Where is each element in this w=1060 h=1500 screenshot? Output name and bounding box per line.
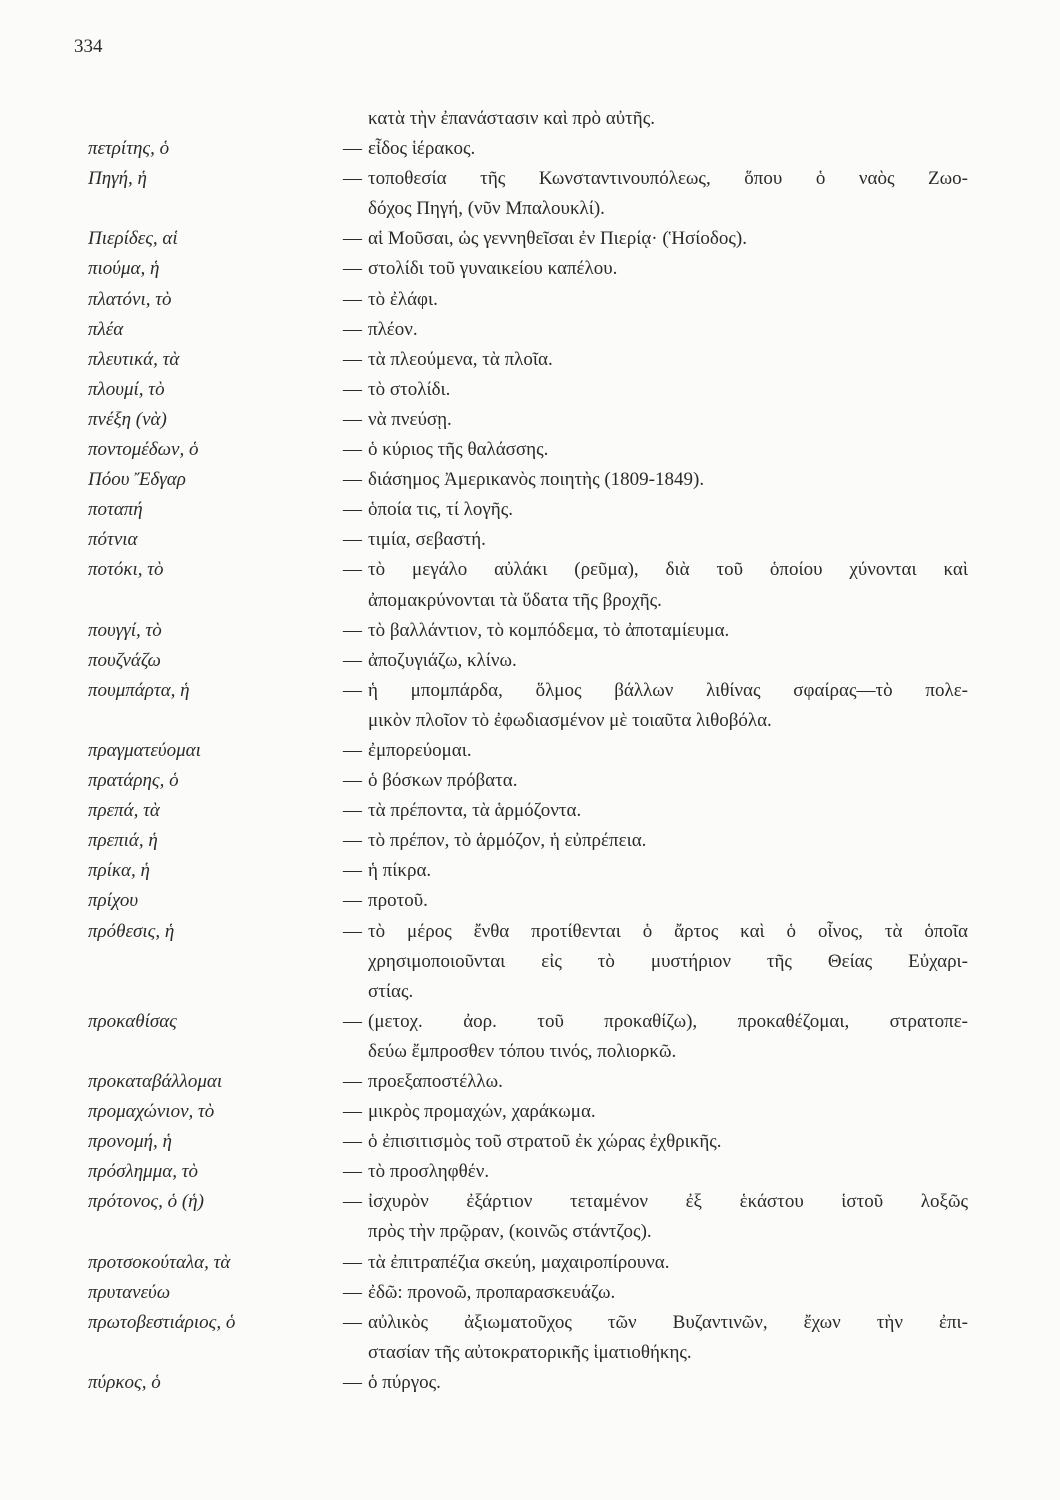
entry-definition	[343, 1278, 968, 1308]
definition-line	[343, 164, 968, 194]
em-dash: —	[343, 1101, 362, 1123]
definition-line	[343, 736, 968, 766]
glossary-entry	[88, 676, 968, 736]
glossary-entries	[88, 134, 968, 1398]
glossary-continuation	[88, 104, 968, 134]
entry-term: πρόσλημμα, τὸ	[88, 1161, 199, 1183]
entry-definition	[343, 676, 968, 736]
em-dash: —	[343, 1281, 362, 1303]
glossary-entry	[88, 646, 968, 676]
definition-line	[343, 134, 968, 164]
definition-line	[343, 796, 968, 826]
definition-line	[343, 254, 968, 284]
definition-line	[343, 435, 968, 465]
glossary-entry	[88, 917, 968, 1007]
definition-line	[343, 1368, 968, 1398]
definition-text: τὸ πρέπον, τὸ ἁρμόζον, ἡ εὐπρέπεια.	[368, 830, 647, 852]
definition-text: ὁ βόσκων πρόβατα.	[368, 770, 518, 792]
entry-definition	[343, 826, 968, 856]
glossary-entry	[88, 525, 968, 555]
glossary-entry	[88, 164, 968, 224]
entry-definition	[343, 254, 968, 284]
entry-term: πρεπιά, ἡ	[88, 830, 158, 852]
definition-text: μικρὸς προμαχών, χαράκωμα.	[368, 1101, 596, 1123]
em-dash: —	[343, 469, 362, 491]
definition-text: ἰσχυρὸν ἐξάρτιον τεταμένον ἐξ ἑκάστου ἱστοῦ λοξῶς	[368, 1191, 968, 1213]
definition-text: νὰ πνεύσῃ.	[368, 408, 452, 430]
definition-line: δόχος Πηγή, (νῦν Μπαλουκλί).	[368, 198, 605, 220]
em-dash: —	[343, 1131, 362, 1153]
definition-text: αὐλικὸς ἀξιωματοῦχος τῶν Βυζαντινῶν, ἔχων τὴν ἐπι-	[368, 1311, 968, 1333]
definition-text: τοποθεσία τῆς Κωνσταντινουπόλεως, ὅπου ὁ ναὸς Ζωο-	[368, 168, 968, 190]
definition-line	[343, 525, 968, 555]
glossary-entry	[88, 435, 968, 465]
em-dash: —	[343, 1311, 362, 1333]
em-dash: —	[343, 619, 362, 641]
definition-line: πρὸς τὴν πρῷραν, (κοινῶς στάντζος).	[368, 1221, 652, 1243]
entry-definition	[343, 495, 968, 525]
entry-term: πλέα	[88, 318, 124, 340]
glossary-list	[88, 104, 968, 1398]
entry-definition	[343, 285, 968, 315]
definition-line	[343, 676, 968, 706]
em-dash: —	[343, 800, 362, 822]
definition-text: τὰ πλεούμενα, τὰ πλοῖα.	[368, 348, 553, 370]
definition-line: χρησιμοποιοῦνται εἰς τὸ μυστήριον τῆς Θείας Εὐχαρι-	[368, 950, 968, 972]
definition-line	[343, 1007, 968, 1037]
entry-term: προνομή, ἡ	[88, 1131, 172, 1153]
definition-text: ἐμπορεύομαι.	[368, 739, 472, 761]
entry-term: πρεπά, τὰ	[88, 800, 160, 822]
em-dash: —	[343, 1010, 362, 1032]
glossary-entry	[88, 1187, 968, 1247]
entry-term: πύρκος, ὁ	[88, 1371, 161, 1393]
entry-term: προτσοκούταλα, τὰ	[88, 1251, 231, 1273]
definition-line	[343, 495, 968, 525]
definition-text: τὰ ἐπιτραπέζια σκεύη, μαχαιροπίρουνα.	[368, 1251, 670, 1273]
entry-definition	[343, 1007, 968, 1067]
definition-line	[343, 1097, 968, 1127]
em-dash: —	[343, 1071, 362, 1092]
entry-definition	[343, 435, 968, 465]
glossary-entry	[88, 1278, 968, 1308]
entry-term: πλουμί, τὸ	[88, 378, 165, 400]
definition-text: τιμία, σεβαστή.	[368, 529, 486, 551]
em-dash: —	[343, 408, 362, 430]
glossary-entry	[88, 766, 968, 796]
entry-term: ποντομέδων, ὁ	[88, 439, 199, 461]
em-dash: —	[343, 649, 362, 671]
entry-definition	[343, 1248, 968, 1278]
definition-text: αἱ Μοῦσαι, ὡς γεννηθεῖσαι ἐν Πιερίᾳ· (Ἡσίοδος).	[368, 228, 747, 250]
entry-term: πρωτοβεστιάριος, ὁ	[88, 1311, 236, 1333]
definition-text: τὸ μεγάλο αὐλάκι (ρεῦμα), διὰ τοῦ ὁποίου χύνονται καὶ	[368, 559, 968, 581]
entry-term: προμαχώνιον, τὸ	[88, 1101, 215, 1123]
definition-text: τὸ προσληφθέν.	[368, 1161, 490, 1183]
definition-line	[343, 1187, 968, 1217]
definition-text: προτοῦ.	[368, 890, 428, 912]
glossary-entry	[88, 1368, 968, 1398]
definition-text: ὁ πύργος.	[368, 1371, 441, 1393]
glossary-entry	[88, 1308, 968, 1368]
glossary-entry	[88, 1248, 968, 1278]
glossary-entry	[88, 736, 968, 766]
definition-line	[343, 555, 968, 585]
entry-definition	[343, 917, 968, 1007]
entry-definition	[343, 1067, 968, 1097]
em-dash: —	[343, 920, 362, 942]
glossary-entry	[88, 1007, 968, 1067]
entry-term: πουγγί, τὸ	[88, 619, 162, 641]
glossary-entry	[88, 1127, 968, 1157]
entry-term: πρίκα, ἡ	[88, 860, 150, 882]
entry-term: Πιερίδες, αἱ	[88, 228, 178, 250]
entry-definition	[343, 646, 968, 676]
glossary-entry	[88, 796, 968, 826]
entry-term: πρόθεσις, ἡ	[88, 920, 175, 942]
definition-line: στασίαν τῆς αὐτοκρατορικῆς ἱματιοθήκης.	[368, 1341, 692, 1363]
entry-definition	[343, 1097, 968, 1127]
definition-line	[343, 1157, 968, 1187]
definition-line: ἀπομακρύνονται τὰ ὕδατα τῆς βροχῆς.	[368, 589, 662, 611]
glossary-entry	[88, 555, 968, 615]
entry-term: πρατάρης, ὁ	[88, 770, 179, 792]
glossary-entry	[88, 856, 968, 886]
glossary-entry	[88, 826, 968, 856]
em-dash: —	[343, 258, 362, 280]
definition-line	[343, 646, 968, 676]
entry-term: πρυτανεύω	[88, 1281, 171, 1303]
definition-line	[343, 465, 968, 495]
definition-text: διάσημος Ἀμερικανὸς ποιητὴς (1809-1849).	[368, 469, 705, 491]
page-number: 334	[74, 36, 103, 57]
em-dash: —	[343, 288, 362, 310]
em-dash: —	[343, 1251, 362, 1273]
em-dash: —	[343, 168, 362, 190]
continuation-text: κατὰ τὴν ἐπανάστασιν καὶ πρὸ αὐτῆς.	[368, 108, 655, 129]
entry-definition	[343, 525, 968, 555]
definition-line	[343, 1067, 968, 1097]
em-dash: —	[343, 1371, 362, 1393]
definition-text: προεξαποστέλλω.	[368, 1071, 503, 1092]
entry-term: πλευτικά, τὰ	[88, 348, 180, 370]
glossary-entry	[88, 1097, 968, 1127]
definition-text: πλέον.	[368, 318, 418, 340]
em-dash: —	[343, 529, 362, 551]
definition-line	[343, 405, 968, 435]
definition-line	[343, 1278, 968, 1308]
glossary-entry	[88, 254, 968, 284]
em-dash: —	[343, 378, 362, 400]
entry-definition	[343, 465, 968, 495]
em-dash: —	[343, 1161, 362, 1183]
glossary-entry	[88, 345, 968, 375]
definition-line	[343, 1248, 968, 1278]
definition-text: τὰ πρέποντα, τὰ ἁρμόζοντα.	[368, 800, 582, 822]
entry-term: πραγματεύομαι	[88, 739, 201, 761]
entry-term: πουζνάζω	[88, 649, 161, 671]
definition-line: στίας.	[368, 980, 414, 1002]
glossary-entry	[88, 405, 968, 435]
entry-definition	[343, 856, 968, 886]
em-dash: —	[343, 830, 362, 852]
definition-text: ὁποία τις, τί λογῆς.	[368, 499, 513, 521]
glossary-entry	[88, 315, 968, 345]
definition-line	[343, 826, 968, 856]
entry-definition	[343, 1308, 968, 1368]
definition-text: ἐδῶ: προνοῶ, προπαρασκευάζω.	[368, 1281, 616, 1303]
definition-line	[343, 315, 968, 345]
definition-text: ἀποζυγιάζω, κλίνω.	[368, 649, 517, 671]
definition-text: τὸ ἐλάφι.	[368, 288, 438, 310]
definition-line	[343, 917, 968, 947]
entry-term: πλατόνι, τὸ	[88, 288, 172, 310]
definition-text: εἶδος ἱέρακος.	[368, 138, 476, 160]
entry-definition	[343, 134, 968, 164]
em-dash: —	[343, 679, 362, 701]
glossary-entry	[88, 134, 968, 164]
em-dash: —	[343, 138, 362, 160]
entry-term: πότνια	[88, 529, 138, 551]
definition-line: μικὸν πλοῖον τὸ ἐφωδιασμένον μὲ τοιαῦτα λιθοβόλα.	[368, 709, 772, 731]
definition-text: ὁ κύριος τῆς θαλάσσης.	[368, 439, 549, 461]
entry-definition	[343, 164, 968, 224]
entry-definition	[343, 405, 968, 435]
glossary-entry	[88, 375, 968, 405]
entry-definition	[343, 345, 968, 375]
em-dash: —	[343, 860, 362, 882]
definition-text: τὸ βαλλάντιον, τὸ κομπόδεμα, τὸ ἀποταμίευμα.	[368, 619, 730, 641]
entry-term: ποταπή	[88, 499, 143, 521]
glossary-entry	[88, 1067, 968, 1097]
definition-line	[343, 1127, 968, 1157]
entry-definition	[343, 1368, 968, 1398]
em-dash: —	[343, 348, 362, 370]
entry-term: πιούμα, ἡ	[88, 258, 160, 280]
em-dash: —	[343, 890, 362, 912]
entry-term: πρίχου	[88, 890, 139, 912]
definition-text: τὸ μέρος ἔνθα προτίθενται ὁ ἄρτος καὶ ὁ οἶνος, τὰ ὁποῖα	[368, 920, 968, 942]
entry-definition	[343, 616, 968, 646]
em-dash: —	[343, 559, 362, 581]
entry-definition	[343, 766, 968, 796]
em-dash: —	[343, 318, 362, 340]
definition-line	[343, 375, 968, 405]
entry-term: προκαθίσας	[88, 1010, 177, 1032]
definition-line	[343, 616, 968, 646]
definition-line	[343, 345, 968, 375]
definition-line	[343, 766, 968, 796]
definition-text: τὸ στολίδι.	[368, 378, 451, 400]
entry-definition	[343, 224, 968, 254]
entry-definition	[343, 886, 968, 916]
entry-term: πετρίτης, ὁ	[88, 138, 170, 160]
definition-line	[343, 285, 968, 315]
glossary-entry	[88, 224, 968, 254]
entry-term: προκαταβάλλομαι	[88, 1071, 223, 1092]
entry-term: πουμπάρτα, ἡ	[88, 679, 190, 701]
definition-line	[343, 886, 968, 916]
glossary-entry	[88, 616, 968, 646]
entry-definition	[343, 375, 968, 405]
em-dash: —	[343, 439, 362, 461]
glossary-entry	[88, 465, 968, 495]
definition-text: ὁ ἐπισιτισμὸς τοῦ στρατοῦ ἐκ χώρας ἐχθρικῆς.	[368, 1131, 722, 1153]
definition-line: δεύω ἔμπροσθεν τόπου τινός, πολιορκῶ.	[368, 1040, 677, 1062]
em-dash: —	[343, 499, 362, 521]
entry-definition	[343, 1187, 968, 1247]
em-dash: —	[343, 228, 362, 250]
entry-definition	[343, 796, 968, 826]
definition-line	[343, 224, 968, 254]
entry-definition	[343, 555, 968, 615]
definition-line	[343, 1308, 968, 1338]
entry-term: Πόου Ἔδγαρ	[88, 469, 186, 491]
em-dash: —	[343, 770, 362, 792]
entry-term: πνέξη (νὰ)	[88, 408, 167, 430]
entry-definition	[343, 1127, 968, 1157]
entry-term: ποτόκι, τὸ	[88, 559, 164, 581]
entry-term: πρότονος, ὁ (ἡ)	[88, 1191, 204, 1213]
em-dash: —	[343, 739, 362, 761]
definition-text: ἡ πίκρα.	[368, 860, 432, 882]
entry-term: Πηγή, ἡ	[88, 168, 147, 190]
glossary-entry	[88, 1157, 968, 1187]
definition-text: στολίδι τοῦ γυναικείου καπέλου.	[368, 258, 618, 280]
entry-definition	[343, 315, 968, 345]
entry-definition	[343, 736, 968, 766]
entry-definition	[343, 1157, 968, 1187]
glossary-entry	[88, 285, 968, 315]
em-dash: —	[343, 1191, 362, 1213]
definition-text: (μετοχ. ἀορ. τοῦ προκαθίζω), προκαθέζομαι, στρατοπε-	[368, 1010, 968, 1032]
glossary-entry	[88, 495, 968, 525]
definition-line	[343, 856, 968, 886]
definition-text: ἡ μπομπάρδα, ὅλμος βάλλων λιθίνας σφαίρας—τὸ πολε-	[368, 679, 968, 701]
glossary-entry	[88, 886, 968, 916]
